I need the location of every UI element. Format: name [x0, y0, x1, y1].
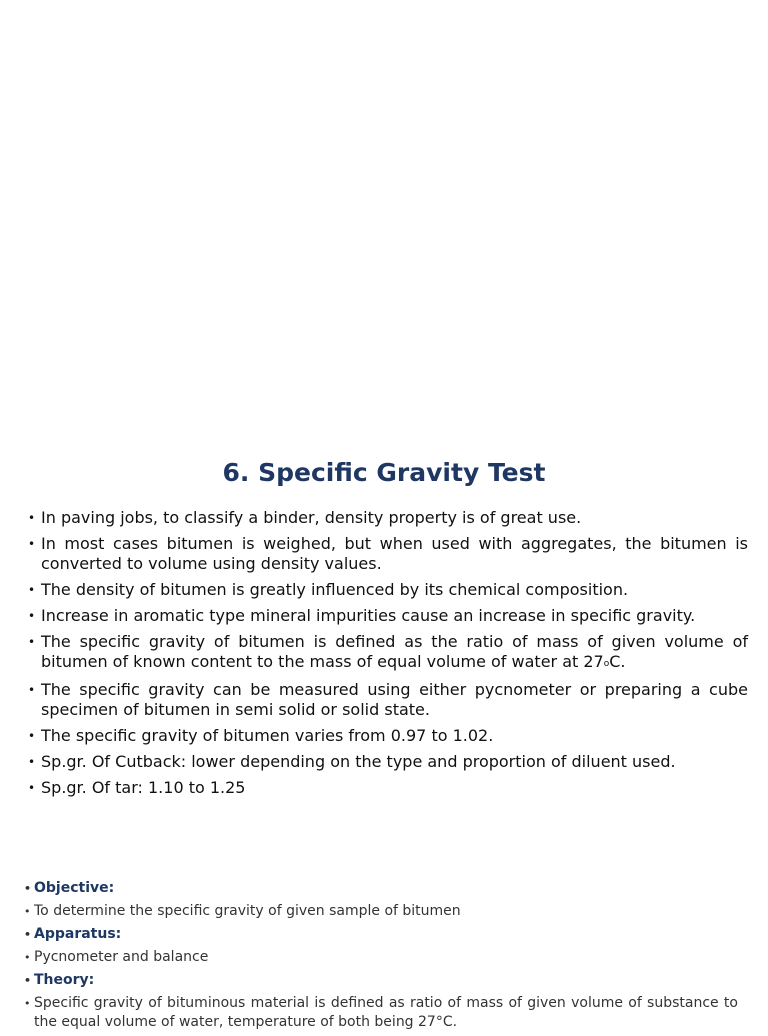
bullet-icon: •: [28, 781, 36, 795]
bullet-icon: •: [28, 755, 36, 769]
bullet-icon: •: [28, 583, 36, 597]
bullet-icon: •: [24, 951, 31, 964]
bullet-icon: •: [28, 729, 36, 743]
page-title: 6. Specific Gravity Test: [222, 458, 546, 487]
bullet-icon: •: [24, 974, 32, 987]
list-item: • In most cases bitumen is weighed, but when used with aggregates, the bitumen is converted to volume using density values.: [28, 534, 748, 573]
bullet-icon: •: [24, 928, 32, 941]
apparatus-heading: • Apparatus:: [24, 926, 122, 942]
list-item: • The specific gravity can be measured using either pycnometer or preparing a cube specimen of bitumen in semi solid or solid state.: [28, 680, 748, 719]
bullet-icon: •: [24, 997, 31, 1010]
bullet-list: [28, 508, 748, 804]
apparatus-text: • Pycnometer and balance: [24, 949, 209, 965]
theory-heading: • Theory:: [24, 972, 95, 988]
bullet-icon: •: [28, 635, 36, 649]
list-item: • Increase in aromatic type mineral impurities cause an increase in specific gravity.: [28, 606, 696, 625]
bullet-icon: •: [24, 882, 32, 895]
list-item: • Sp.gr. Of tar: 1.10 to 1.25: [28, 778, 246, 797]
objective-text: • To determine the specific gravity of given sample of bitumen: [24, 903, 461, 919]
bullet-icon: •: [24, 905, 31, 918]
bullet-icon: •: [28, 683, 36, 697]
list-item: • The density of bitumen is greatly influenced by its chemical composition.: [28, 580, 629, 599]
bullet-icon: •: [28, 537, 36, 551]
bullet-icon: •: [28, 609, 36, 623]
list-item: • In paving jobs, to classify a binder, density property is of great use.: [28, 508, 582, 527]
procedure-list: [24, 879, 738, 1036]
list-item: • The specific gravity of bitumen varies from 0.97 to 1.02.: [28, 726, 494, 745]
objective-heading: • Objective:: [24, 880, 115, 896]
theory-text: • Specific gravity of bituminous material is defined as ratio of mass of given volume of substance to the equal volume of water, temperature of both being 27°C.: [24, 995, 738, 1030]
list-item: • Sp.gr. Of Cutback: lower depending on the type and proportion of diluent used.: [28, 752, 676, 771]
bullet-icon: •: [28, 511, 36, 525]
list-item: • The specific gravity of bitumen is defined as the ratio of mass of given volume of bitumen of known content to the mass of equal volume of water at 27oC.: [28, 632, 748, 671]
